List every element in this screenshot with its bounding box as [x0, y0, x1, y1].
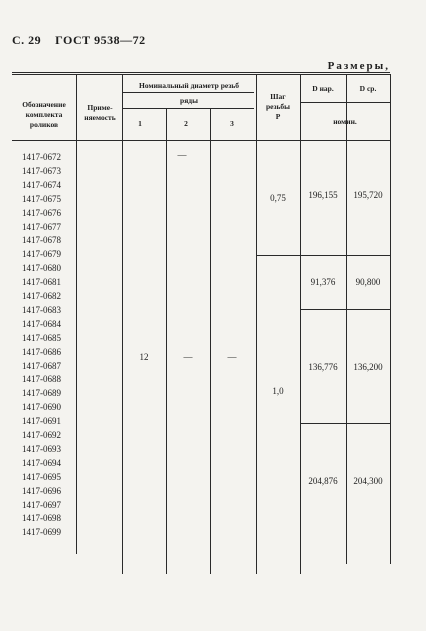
- designation-code: 1417-0692: [22, 430, 61, 440]
- rule-group2: [300, 309, 390, 310]
- designation-code: 1417-0697: [22, 499, 61, 510]
- designation-code: 1417-0687: [22, 360, 61, 371]
- rule-row-numbers: [122, 108, 254, 109]
- rule-top: [12, 72, 390, 73]
- d-nar-3: 136,776: [308, 362, 338, 372]
- d-sr-3: 136,200: [353, 362, 383, 372]
- col-row2: 2: [184, 119, 188, 128]
- col-application: Приме- няемость: [84, 103, 116, 122]
- designation-code: 1417-0684: [22, 318, 61, 329]
- row3-value: —: [227, 352, 237, 362]
- col-sep-7: [346, 74, 347, 564]
- col-sep-5: [256, 74, 257, 574]
- designation-code: 1417-0696: [22, 485, 61, 496]
- designation-code: 1417-0685: [22, 332, 61, 343]
- standard-number: ГОСТ 9538—72: [55, 33, 146, 47]
- col-sep-8: [390, 74, 391, 564]
- rule-group3: [300, 423, 390, 424]
- top-dash: —: [177, 150, 187, 160]
- designation-code: 1417-0698: [22, 513, 61, 524]
- designation-code: 1417-0681: [22, 277, 61, 288]
- designation-code: 1417-0691: [22, 416, 61, 427]
- col-sep-6: [300, 74, 301, 574]
- designation-code: 1417-0676: [22, 207, 61, 218]
- designation-code: 1417-0689: [22, 388, 61, 399]
- col-sep-1: [76, 74, 77, 554]
- row2-value: —: [183, 352, 193, 362]
- designation-code: 1417-0675: [22, 193, 61, 204]
- designation-code: 1417-0686: [22, 346, 61, 357]
- row1-value: 12: [139, 352, 149, 362]
- d-sr-4: 204,300: [353, 476, 383, 486]
- designation-code: 1417-0678: [22, 235, 61, 246]
- rule-group1: [300, 255, 390, 256]
- designation-code: 1417-0688: [22, 374, 61, 385]
- rule-top-double: [12, 74, 390, 75]
- rule-header-bottom: [12, 140, 390, 141]
- designation-code: 1417-0690: [22, 402, 61, 413]
- col-sep-2: [122, 74, 123, 574]
- d-sr-2: 90,800: [355, 277, 381, 287]
- rule-pitch-split: [256, 255, 300, 256]
- col-pitch: Шаг резьбы P: [265, 92, 291, 121]
- col-rows: ряды: [180, 96, 198, 105]
- designation-code: 1417-0695: [22, 471, 61, 482]
- designation-code: 1417-0680: [22, 263, 61, 274]
- designation-code: 1417-0683: [22, 304, 61, 315]
- pitch-value-2: 1,0: [272, 386, 284, 396]
- designation-code: 1417-0672: [22, 152, 61, 162]
- d-nar-1: 196,155: [308, 190, 338, 200]
- designation-code: 1417-0693: [22, 443, 61, 454]
- pitch-value-1: 0,75: [270, 193, 286, 203]
- col-nominal-diameter: Номинальный диаметр резьб: [139, 81, 239, 90]
- col-designation: Обозначение комплекта роликов: [22, 100, 66, 129]
- caption: Размеры,: [327, 60, 390, 72]
- designation-code: 1417-0677: [22, 221, 61, 232]
- col-sep-3: [166, 108, 167, 574]
- d-nar-2: 91,376: [310, 277, 336, 287]
- designation-code: 1417-0674: [22, 179, 61, 190]
- col-d-sr: D ср.: [359, 84, 377, 93]
- rule-rows: [122, 92, 254, 93]
- col-d-nar: D нар.: [312, 84, 334, 93]
- d-sr-1: 195,720: [353, 190, 383, 200]
- col-row3: 3: [230, 119, 234, 128]
- d-nar-4: 204,876: [308, 476, 338, 486]
- col-sep-4: [210, 108, 211, 574]
- designation-code: 1417-0679: [22, 249, 61, 260]
- designation-code: 1417-0694: [22, 457, 61, 468]
- page-number: С. 29: [12, 33, 42, 47]
- col-row1: 1: [138, 119, 142, 128]
- designation-code: 1417-0682: [22, 291, 61, 301]
- col-nomin: номин.: [333, 117, 357, 126]
- designation-code: 1417-0699: [22, 527, 61, 538]
- rule-nomin: [300, 102, 390, 103]
- page-header: [12, 33, 146, 48]
- designation-code: 1417-0673: [22, 165, 61, 176]
